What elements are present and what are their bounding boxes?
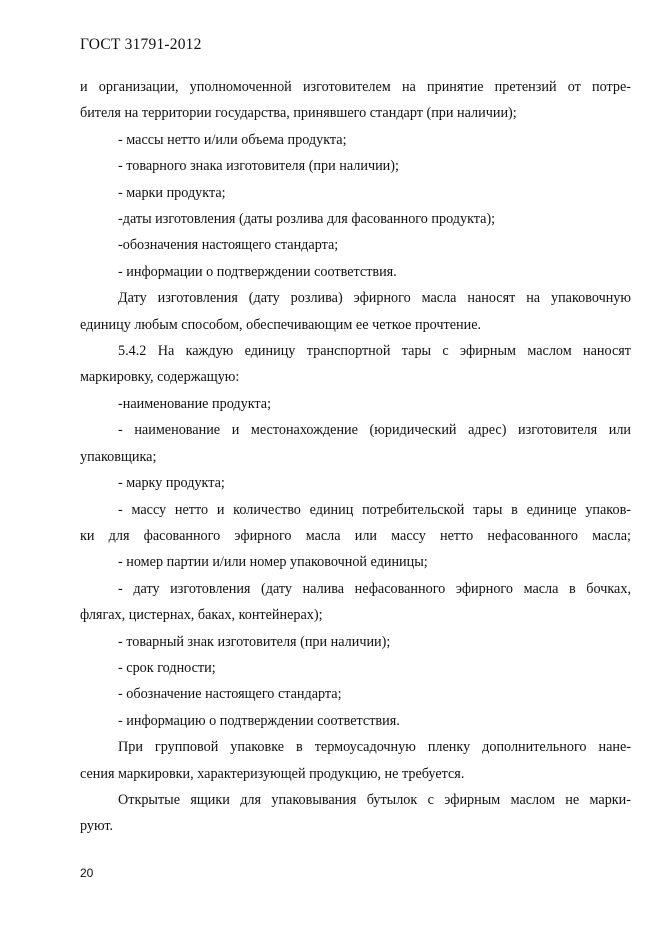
list-item: - номер партии и/или номер упаковочной единицы; xyxy=(118,554,428,571)
list-item: - срок годности; xyxy=(118,659,216,676)
document-body xyxy=(80,74,631,840)
list-item-continuation: флягах, цистернах, баках, контейнерах); xyxy=(80,607,323,624)
list-item: - товарного знака изготовителя (при наличии); xyxy=(118,158,399,175)
list-item: - марку продукта; xyxy=(118,475,225,492)
page-number: 20 xyxy=(80,866,94,880)
document-code-header: ГОСТ 31791-2012 xyxy=(80,36,202,53)
paragraph-line: Дату изготовления (дату розлива) эфирного масла наносят на упаковочную xyxy=(118,290,631,307)
section-5-4-2-line: 5.4.2 На каждую единицу транспортной тары с эфирным маслом наносят xyxy=(118,343,631,360)
list-item-continuation: ки для фасованного эфирного масла или массу нетто нефасованного масла; xyxy=(80,527,631,544)
list-item: - массы нетто и/или объема продукта; xyxy=(118,131,347,148)
paragraph-line: При групповой упаковке в термоусадочную пленку дополнительного нане- xyxy=(118,739,631,756)
text-line: бителя на территории государства, принявшего стандарт (при наличии); xyxy=(80,105,517,122)
list-item-continuation: упаковщика; xyxy=(80,448,157,465)
paragraph-line: единицу любым способом, обеспечивающим ее четкое прочтение. xyxy=(80,316,482,333)
list-item: - информацию о подтверждении соответствия. xyxy=(118,712,400,729)
list-item: -наименование продукта; xyxy=(118,395,272,412)
list-item: - информации о подтверждении соответствия. xyxy=(118,263,397,280)
list-item: - товарный знак изготовителя (при наличии); xyxy=(118,633,391,650)
list-item: - массу нетто и количество единиц потребительской тары в единице упаков- xyxy=(118,501,631,518)
paragraph-line: руют. xyxy=(80,818,114,835)
list-item: - обозначение настоящего стандарта; xyxy=(118,686,342,703)
list-item: -даты изготовления (даты розлива для фасованного продукта); xyxy=(118,211,496,228)
list-item: - марки продукта; xyxy=(118,184,226,201)
section-5-4-2-line: маркировку, содержащую: xyxy=(80,369,240,386)
list-item: - дату изготовления (дату налива нефасованного эфирного масла в бочках, xyxy=(118,580,631,597)
paragraph-line: сения маркировки, характеризующей продукцию, не требуется. xyxy=(80,765,465,782)
paragraph-line: Открытые ящики для упаковывания бутылок с эфирным маслом не марки- xyxy=(118,791,631,808)
list-item: - наименование и местонахождение (юридический адрес) изготовителя или xyxy=(118,422,631,439)
text-line: и организации, уполномоченной изготовителем на принятие претензий от потре- xyxy=(80,79,631,95)
list-item: -обозначения настоящего стандарта; xyxy=(118,237,339,254)
